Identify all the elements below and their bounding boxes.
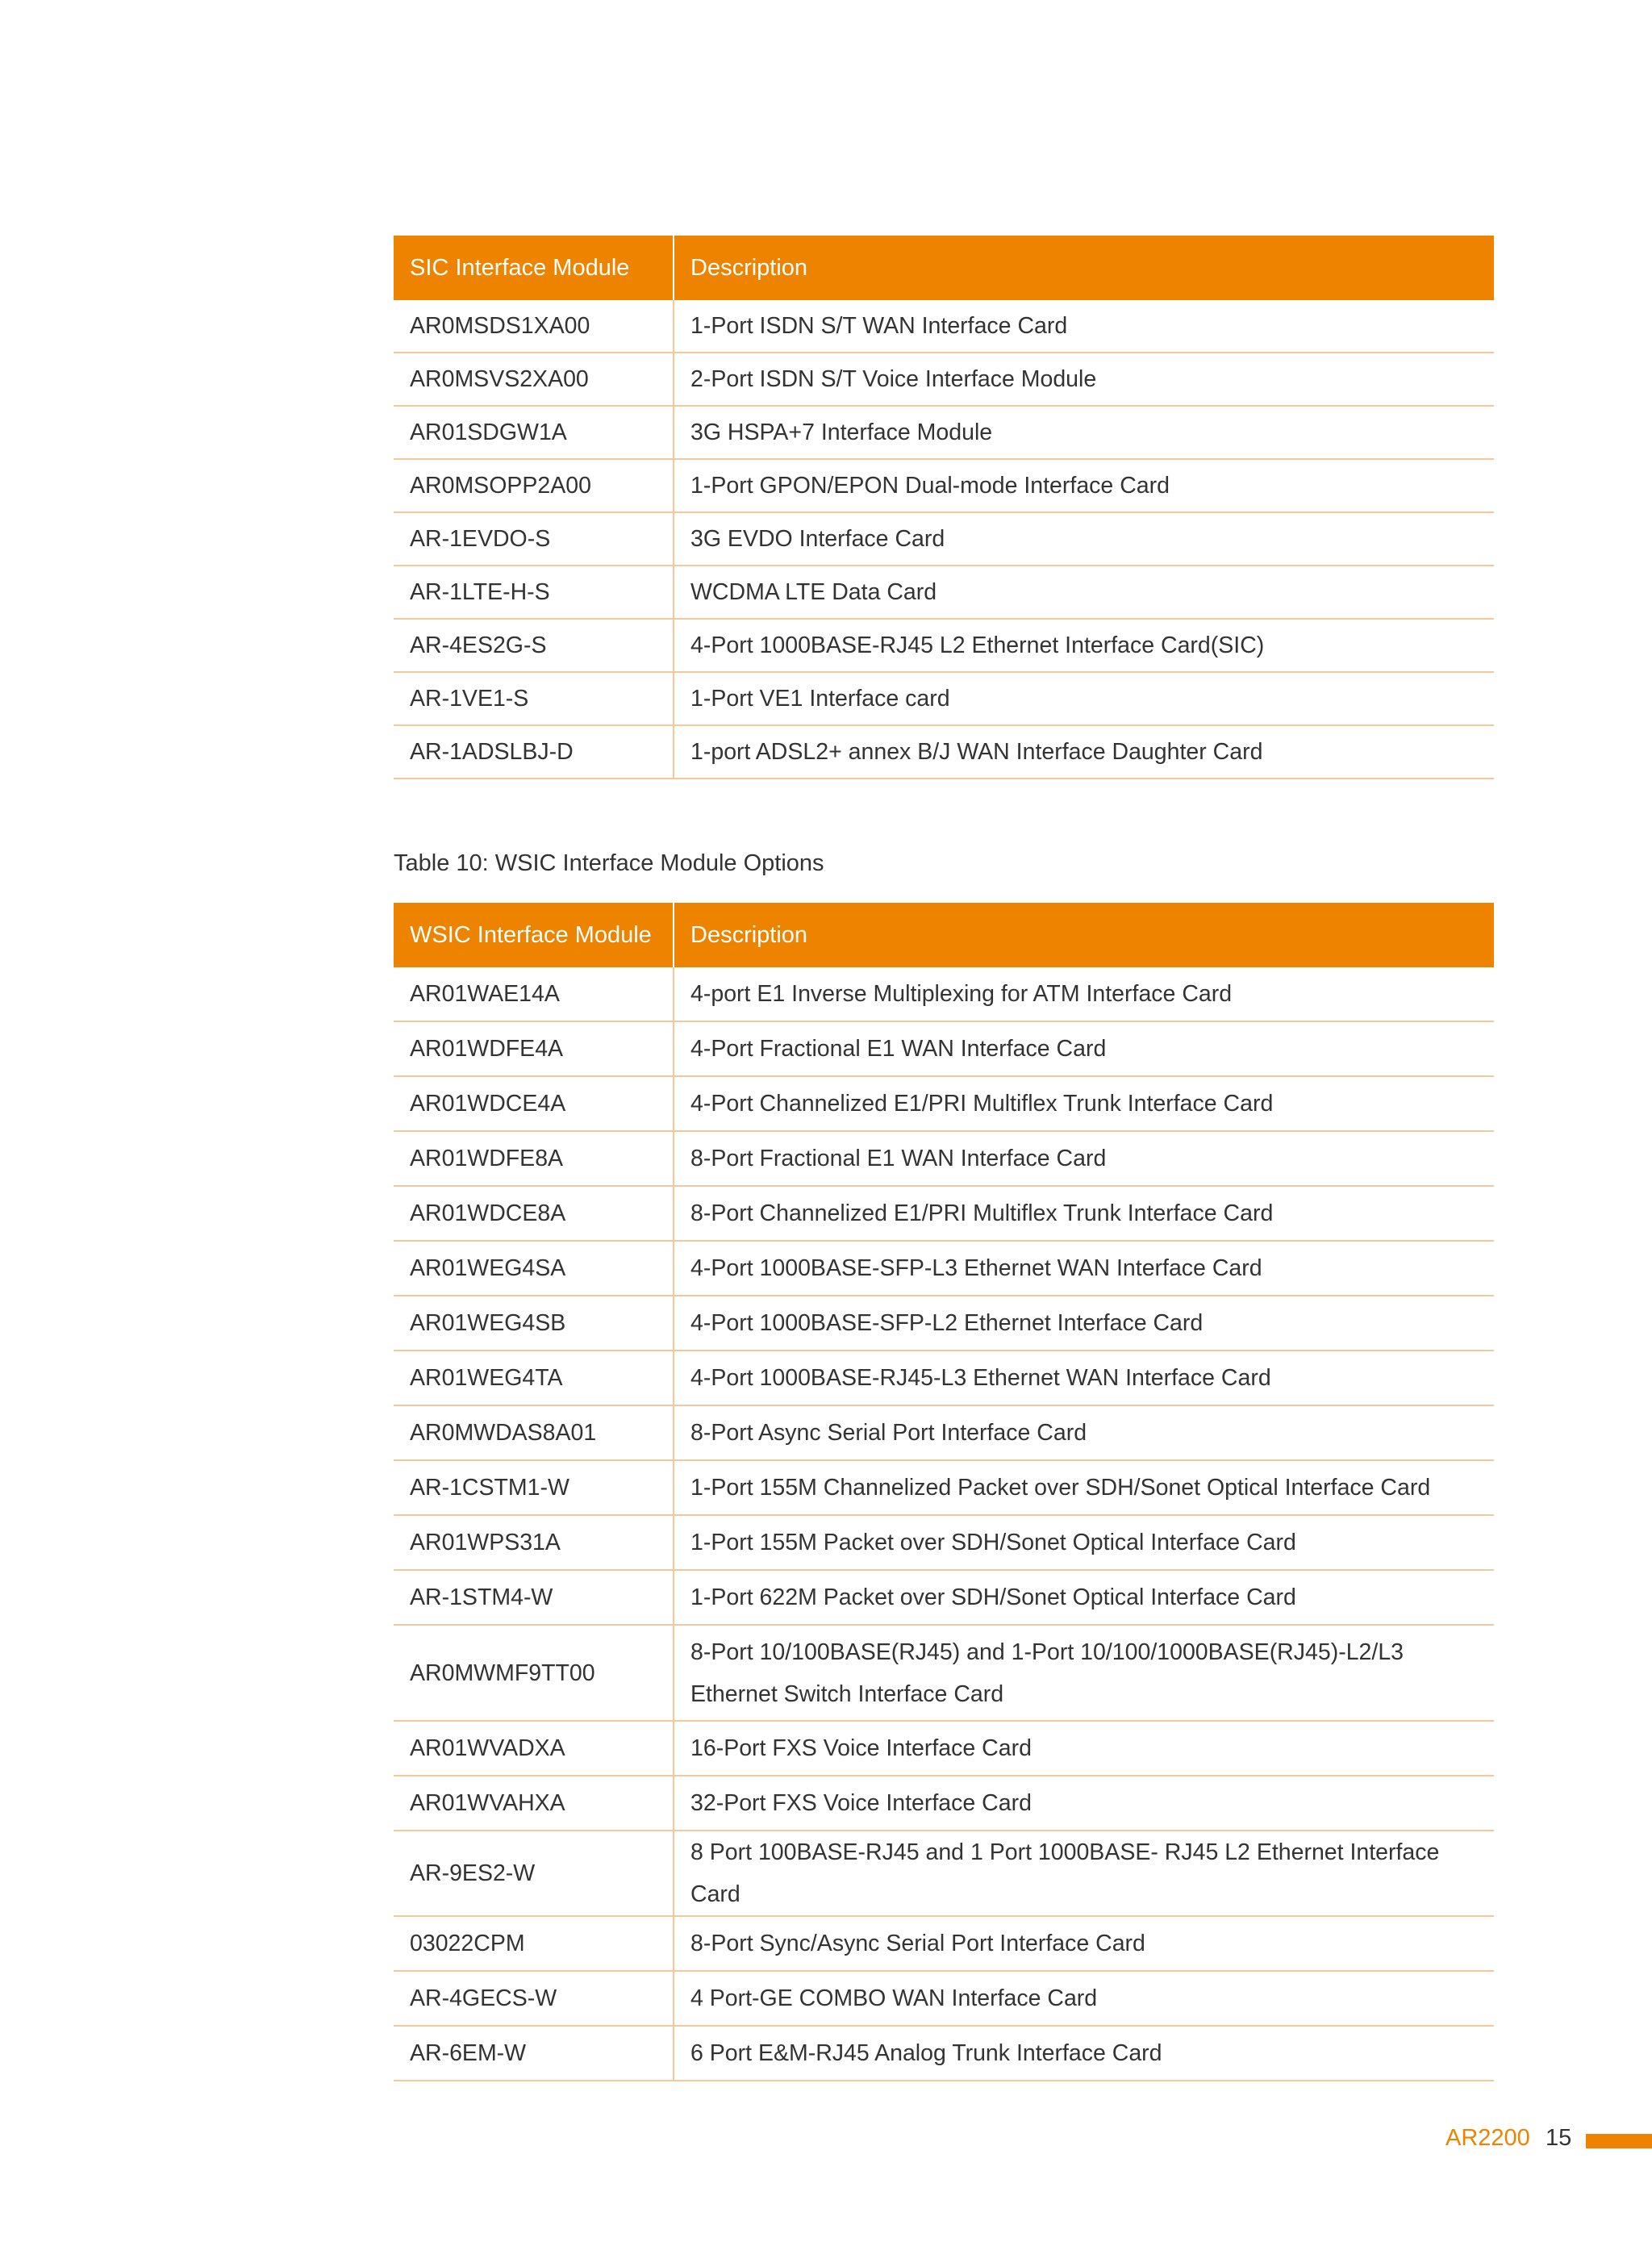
table-row [394, 512, 1494, 566]
description-cell: 16-Port FXS Voice Interface Card [674, 1721, 1494, 1776]
description-cell: 1-Port 622M Packet over SDH/Sonet Optical Interface Card [674, 1570, 1494, 1625]
table-row [394, 1515, 1494, 1570]
description-cell: 4-Port 1000BASE-RJ45 L2 Ethernet Interface Card(SIC) [674, 619, 1494, 672]
table-row [394, 725, 1494, 779]
module-code-cell: AR-6EM-W [394, 2026, 674, 2081]
column-header-module: SIC Interface Module [394, 236, 674, 300]
table-row [394, 1570, 1494, 1625]
table-header-row [394, 903, 1494, 967]
table-row [394, 1405, 1494, 1460]
module-code-cell: AR-1CSTM1-W [394, 1460, 674, 1515]
module-code-cell: AR01WAE14A [394, 967, 674, 1021]
table-row [394, 1971, 1494, 2026]
module-code-cell: AR01WDCE8A [394, 1186, 674, 1241]
description-cell: 4-Port 1000BASE-SFP-L2 Ethernet Interface Card [674, 1296, 1494, 1351]
description-cell: 3G HSPA+7 Interface Module [674, 406, 1494, 459]
table-header-row [394, 236, 1494, 300]
description-cell: 1-Port VE1 Interface card [674, 672, 1494, 725]
module-code-cell: AR01WEG4TA [394, 1351, 674, 1405]
wsic-interface-module-table [394, 903, 1494, 2081]
module-code-cell: AR-1LTE-H-S [394, 566, 674, 619]
description-cell: 8-Port 10/100BASE(RJ45) and 1-Port 10/100/1000BASE(RJ45)-L2/L3 Ethernet Switch Interface Card [674, 1625, 1494, 1721]
table-row [394, 353, 1494, 406]
description-cell: 1-Port GPON/EPON Dual-mode Interface Card [674, 459, 1494, 512]
table-row [394, 1625, 1494, 1721]
table-row [394, 1916, 1494, 1971]
description-cell: 4 Port-GE COMBO WAN Interface Card [674, 1971, 1494, 2026]
module-code-cell: AR-4GECS-W [394, 1971, 674, 2026]
page-number: 15 [1546, 2125, 1572, 2151]
footer-brand: AR2200 [1446, 2125, 1530, 2151]
table-row [394, 1296, 1494, 1351]
sic-interface-module-table [394, 236, 1494, 779]
table-row [394, 300, 1494, 353]
table-row [394, 1021, 1494, 1076]
description-cell: 8-Port Async Serial Port Interface Card [674, 1405, 1494, 1460]
module-code-cell: AR0MWMF9TT00 [394, 1625, 674, 1721]
module-code-cell: AR0MSDS1XA00 [394, 300, 674, 353]
table-row [394, 1831, 1494, 1916]
description-cell: 4-Port 1000BASE-RJ45-L3 Ethernet WAN Interface Card [674, 1351, 1494, 1405]
module-code-cell: AR01WVADXA [394, 1721, 674, 1776]
description-cell: 8-Port Fractional E1 WAN Interface Card [674, 1131, 1494, 1186]
description-cell: 4-Port 1000BASE-SFP-L3 Ethernet WAN Interface Card [674, 1241, 1494, 1296]
table-row [394, 1076, 1494, 1131]
description-cell: 4-Port Channelized E1/PRI Multiflex Trunk Interface Card [674, 1076, 1494, 1131]
table-row [394, 2026, 1494, 2081]
module-code-cell: AR-1STM4-W [394, 1570, 674, 1625]
description-cell: 1-Port 155M Packet over SDH/Sonet Optical Interface Card [674, 1515, 1494, 1570]
table-row [394, 672, 1494, 725]
description-cell: 8-Port Sync/Async Serial Port Interface Card [674, 1916, 1494, 1971]
description-cell: 1-port ADSL2+ annex B/J WAN Interface Daughter Card [674, 725, 1494, 779]
description-cell: 6 Port E&M-RJ45 Analog Trunk Interface Card [674, 2026, 1494, 2081]
table-row [394, 1241, 1494, 1296]
table-row [394, 1351, 1494, 1405]
table-row [394, 1776, 1494, 1831]
table-row [394, 1131, 1494, 1186]
table-row [394, 1721, 1494, 1776]
module-code-cell: AR01WPS31A [394, 1515, 674, 1570]
column-header-description: Description [674, 236, 1494, 300]
table-row [394, 619, 1494, 672]
module-code-cell: AR01SDGW1A [394, 406, 674, 459]
table-row [394, 459, 1494, 512]
module-code-cell: AR0MSVS2XA00 [394, 353, 674, 406]
table-caption: Table 10: WSIC Interface Module Options [394, 850, 824, 876]
module-code-cell: AR01WVAHXA [394, 1776, 674, 1831]
module-code-cell: AR-1VE1-S [394, 672, 674, 725]
description-cell: 2-Port ISDN S/T Voice Interface Module [674, 353, 1494, 406]
module-code-cell: AR-9ES2-W [394, 1831, 674, 1916]
description-cell: 8 Port 100BASE-RJ45 and 1 Port 1000BASE- RJ45 L2 Ethernet Interface Card [674, 1831, 1494, 1916]
column-header-module: WSIC Interface Module [394, 903, 674, 967]
module-code-cell: AR01WEG4SA [394, 1241, 674, 1296]
description-cell: 4-port E1 Inverse Multiplexing for ATM Interface Card [674, 967, 1494, 1021]
footer-accent-bar [1586, 2134, 1652, 2148]
description-cell: 1-Port 155M Channelized Packet over SDH/Sonet Optical Interface Card [674, 1460, 1494, 1515]
table-row [394, 1460, 1494, 1515]
description-cell: 1-Port ISDN S/T WAN Interface Card [674, 300, 1494, 353]
table-row [394, 1186, 1494, 1241]
module-code-cell: AR-1ADSLBJ-D [394, 725, 674, 779]
description-cell: WCDMA LTE Data Card [674, 566, 1494, 619]
module-code-cell: AR01WDCE4A [394, 1076, 674, 1131]
module-code-cell: AR-4ES2G-S [394, 619, 674, 672]
table-row [394, 566, 1494, 619]
module-code-cell: AR01WDFE4A [394, 1021, 674, 1076]
module-code-cell: AR01WDFE8A [394, 1131, 674, 1186]
module-code-cell: AR0MSOPP2A00 [394, 459, 674, 512]
description-cell: 3G EVDO Interface Card [674, 512, 1494, 566]
module-code-cell: AR-1EVDO-S [394, 512, 674, 566]
table-row [394, 406, 1494, 459]
module-code-cell: 03022CPM [394, 1916, 674, 1971]
description-cell: 8-Port Channelized E1/PRI Multiflex Trunk Interface Card [674, 1186, 1494, 1241]
module-code-cell: AR0MWDAS8A01 [394, 1405, 674, 1460]
module-code-cell: AR01WEG4SB [394, 1296, 674, 1351]
description-cell: 4-Port Fractional E1 WAN Interface Card [674, 1021, 1494, 1076]
description-cell: 32-Port FXS Voice Interface Card [674, 1776, 1494, 1831]
column-header-description: Description [674, 903, 1494, 967]
table-row [394, 967, 1494, 1021]
